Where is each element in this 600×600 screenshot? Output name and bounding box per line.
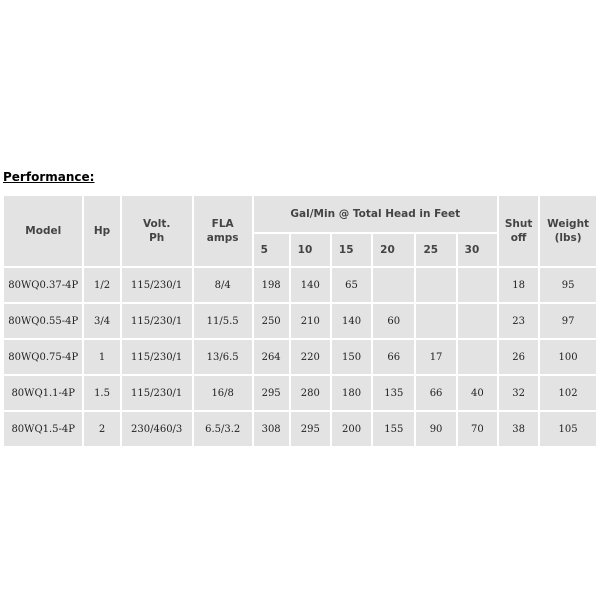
table-row <box>4 304 596 338</box>
shutoff-cell: 38 <box>499 412 538 446</box>
hp-cell: 1 <box>84 340 119 374</box>
weight-header <box>540 196 596 266</box>
flow-cell <box>458 304 497 338</box>
shutoff-header-line1: Shut <box>504 218 533 230</box>
flow-cell: 70 <box>458 412 497 446</box>
flow-cell <box>416 268 455 302</box>
flow-cell: 295 <box>254 376 289 410</box>
hp-cell: 3/4 <box>84 304 119 338</box>
volt-cell: 115/230/1 <box>122 304 192 338</box>
fla-cell: 16/8 <box>194 376 252 410</box>
flow-cell: 66 <box>416 376 455 410</box>
head-30-header: 30 <box>458 234 497 266</box>
flow-cell: 90 <box>416 412 455 446</box>
head-15-header: 15 <box>332 234 371 266</box>
fla-header <box>194 196 252 266</box>
model-header: Model <box>4 196 82 266</box>
flow-cell: 140 <box>291 268 330 302</box>
flow-cell: 264 <box>254 340 289 374</box>
volt-header-line1: Volt. <box>142 218 171 230</box>
flow-cell: 180 <box>332 376 371 410</box>
flow-cell: 60 <box>373 304 414 338</box>
table-row <box>4 268 596 302</box>
volt-cell: 115/230/1 <box>122 376 192 410</box>
flow-cell: 40 <box>458 376 497 410</box>
weight-cell: 95 <box>540 268 596 302</box>
flow-group-header: Gal/Min @ Total Head in Feet <box>254 196 497 232</box>
head-25-header: 25 <box>416 234 455 266</box>
flow-cell: 140 <box>332 304 371 338</box>
hp-header: Hp <box>84 196 119 266</box>
weight-cell: 105 <box>540 412 596 446</box>
model-cell: 80WQ0.55-4P <box>4 304 82 338</box>
hp-cell: 2 <box>84 412 119 446</box>
model-cell: 80WQ0.37-4P <box>4 268 82 302</box>
volt-header-line2: Ph <box>149 232 165 244</box>
model-cell: 80WQ1.5-4P <box>4 412 82 446</box>
table-row <box>4 340 596 374</box>
shutoff-cell: 32 <box>499 376 538 410</box>
hp-cell: 1.5 <box>84 376 119 410</box>
head-5-header: 5 <box>254 234 289 266</box>
table-row <box>4 412 596 446</box>
hp-cell: 1/2 <box>84 268 119 302</box>
shutoff-cell: 23 <box>499 304 538 338</box>
header-row <box>4 196 596 232</box>
shutoff-cell: 26 <box>499 340 538 374</box>
flow-cell: 220 <box>291 340 330 374</box>
head-10-header: 10 <box>291 234 330 266</box>
model-cell: 80WQ1.1-4P <box>4 376 82 410</box>
model-cell: 80WQ0.75-4P <box>4 340 82 374</box>
weight-header-line1: Weight <box>547 218 590 230</box>
fla-header-line2: amps <box>206 232 239 244</box>
flow-cell: 66 <box>373 340 414 374</box>
weight-cell: 102 <box>540 376 596 410</box>
flow-cell <box>416 304 455 338</box>
flow-cell: 308 <box>254 412 289 446</box>
head-20-header: 20 <box>373 234 414 266</box>
fla-cell: 11/5.5 <box>194 304 252 338</box>
volt-cell: 115/230/1 <box>122 340 192 374</box>
flow-cell <box>458 268 497 302</box>
weight-cell: 97 <box>540 304 596 338</box>
volt-cell: 230/460/3 <box>122 412 192 446</box>
flow-cell <box>458 340 497 374</box>
flow-cell: 295 <box>291 412 330 446</box>
flow-cell: 200 <box>332 412 371 446</box>
fla-cell: 6.5/3.2 <box>194 412 252 446</box>
flow-cell: 135 <box>373 376 414 410</box>
flow-cell <box>373 268 414 302</box>
flow-cell: 65 <box>332 268 371 302</box>
flow-cell: 155 <box>373 412 414 446</box>
flow-cell: 280 <box>291 376 330 410</box>
table-row <box>4 376 596 410</box>
shutoff-cell: 18 <box>499 268 538 302</box>
section-title: Performance: <box>3 170 95 184</box>
volt-header <box>122 196 192 266</box>
volt-cell: 115/230/1 <box>122 268 192 302</box>
fla-header-line1: FLA <box>211 218 234 230</box>
shutoff-header-line2: off <box>510 232 527 244</box>
flow-cell: 198 <box>254 268 289 302</box>
shutoff-header <box>499 196 538 266</box>
flow-cell: 250 <box>254 304 289 338</box>
flow-cell: 17 <box>416 340 455 374</box>
weight-cell: 100 <box>540 340 596 374</box>
flow-cell: 150 <box>332 340 371 374</box>
flow-cell: 210 <box>291 304 330 338</box>
weight-header-line2: (lbs) <box>554 232 582 244</box>
fla-cell: 13/6.5 <box>194 340 252 374</box>
fla-cell: 8/4 <box>194 268 252 302</box>
performance-table <box>2 194 598 448</box>
